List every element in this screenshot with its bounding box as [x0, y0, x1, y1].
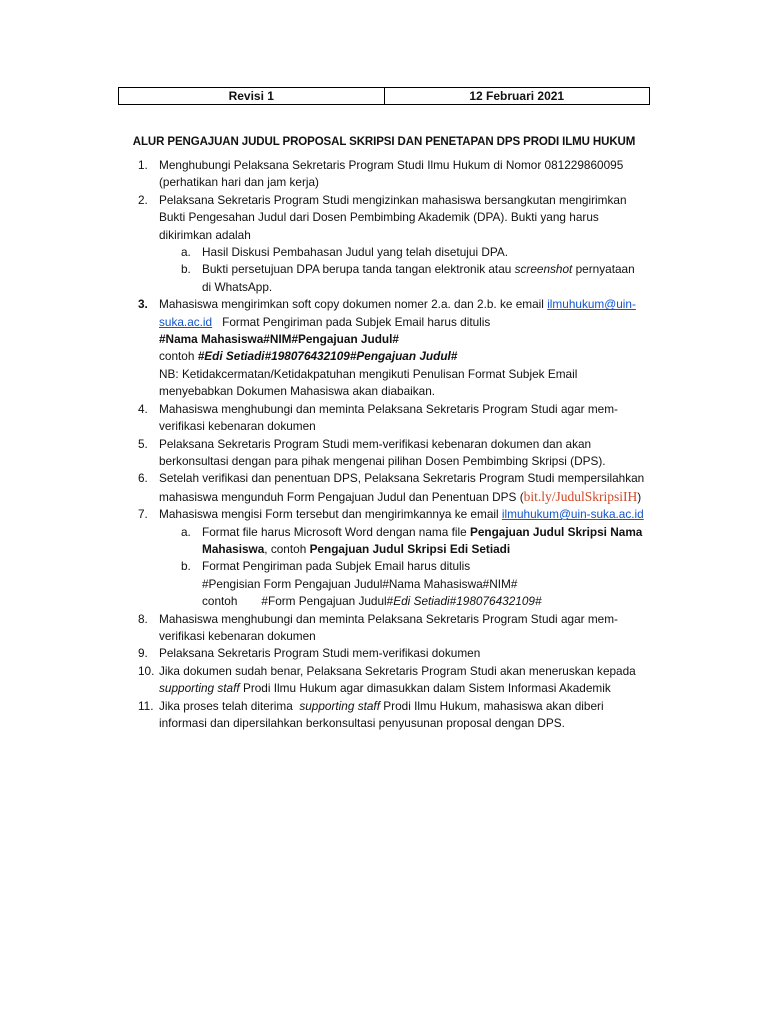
contoh-label: contoh [202, 594, 238, 609]
sub-text-bold: Mahasiswa [202, 541, 265, 556]
step-number: 2. [138, 192, 148, 207]
email-subject-format: #Nama Mahasiswa#NIM#Pengajuan Judul# [159, 332, 399, 347]
step-text-line [159, 680, 658, 697]
step-text: Format Pengiriman pada Subjek Email harus ditulis [222, 314, 491, 329]
step-text: Jika proses telah diterima [159, 698, 300, 713]
step-number: 10. [138, 663, 155, 678]
step-text: ) [637, 489, 642, 504]
step-text-line [159, 348, 658, 365]
step-text-line: Pelaksana Sekretaris Program Studi mengizinkan mahasiswa bersangkutan mengirimkan [159, 192, 627, 207]
step-text-line: Bukti Pengesahan Judul dari Dosen Pembimbing Akademik (DPA). Bukti yang harus [159, 210, 599, 225]
step-2 [138, 192, 658, 244]
step-8 [138, 611, 658, 646]
step-text: mahasiswa mengunduh Form Pengajuan Judul dan Penentuan DPS ( [159, 489, 524, 504]
step-number: 8. [138, 611, 148, 626]
step-11 [138, 698, 658, 733]
step-1 [138, 157, 658, 192]
sub-text: Bukti persetujuan DPA berupa tanda tangan elektronik atau [202, 262, 515, 277]
step-text-line: Setelah verifikasi dan penentuan DPS, Pelaksana Sekretaris Program Studi mempersilahkan [159, 471, 645, 486]
step-number: 5. [138, 436, 148, 451]
step-7-sub-a [138, 524, 658, 559]
step-number: 1. [138, 158, 148, 172]
step-9 [138, 645, 658, 662]
step-text-line: informasi dan dipersilahkan berkonsultasi penyusunan proposal dengan DPS. [159, 716, 565, 730]
step-text-italic: supporting staff [299, 698, 380, 713]
sub-text-line [202, 261, 658, 278]
step-text: Prodi Ilmu Hukum agar dimasukkan dalam Sistem Informasi Akademik [239, 681, 611, 696]
step-text-line: Mahasiswa menghubungi dan meminta Pelaksana Sekretaris Program Studi agar mem- [159, 611, 618, 626]
sub-letter: b. [181, 262, 191, 277]
contoh-label: contoh [159, 349, 198, 364]
sub-text: pernyataan [572, 262, 635, 277]
steps-list [138, 157, 658, 732]
sub-text-italic: screenshot [514, 262, 573, 277]
sub-text-line: Format Pengiriman pada Subjek Email harus ditulis [202, 559, 471, 574]
step-7-sub-b [138, 558, 658, 610]
contoh-value-italic: Edi Setiadi#198076432109# [393, 594, 542, 609]
document-title: ALUR PENGAJUAN JUDUL PROPOSAL SKRIPSI DAN PENETAPAN DPS PRODI ILMU HUKUM [132, 136, 636, 148]
sub-text-line: di WhatsApp. [202, 279, 273, 294]
sub-text-bold: Pengajuan Judul Skripsi Nama [469, 524, 643, 539]
step-number: 6. [138, 471, 148, 486]
step-text: Mahasiswa mengirimkan soft copy dokumen nomer 2.a. dan 2.b. ke email [159, 297, 548, 312]
step-number: 11. [138, 698, 154, 713]
sub-letter: a. [181, 245, 191, 260]
step-number: 9. [138, 646, 148, 661]
step-text-line: berkonsultasi dengan para pihak mengenai pilihan Dosen Pembimbing Skripsi (DPS). [159, 453, 606, 468]
note-line: menyebabkan Dokumen Mahasiswa akan diabaikan. [159, 384, 436, 399]
email-link[interactable]: ilmuhukum@uin- [547, 297, 636, 312]
sub-text: , contoh [264, 541, 310, 556]
sub-letter: a. [181, 524, 191, 539]
step-6 [138, 470, 658, 506]
step-text-line: Pelaksana Sekretaris Program Studi mem-verifikasi kebenaran dokumen dan akan [159, 436, 592, 451]
step-5 [138, 436, 658, 471]
step-text-line [159, 506, 658, 523]
step-number: 7. [138, 507, 148, 522]
step-number: 4. [138, 401, 148, 416]
step-text-line: Jika dokumen sudah benar, Pelaksana Sekretaris Program Studi akan meneruskan kepada [159, 663, 636, 678]
step-number: 3. [138, 297, 148, 312]
step-10 [138, 663, 658, 698]
step-text-line [159, 314, 658, 331]
step-text: Prodi Ilmu Hukum, mahasiswa akan diberi [380, 698, 604, 713]
revision-date: 12 Februari 2021 [384, 88, 650, 104]
sub-letter: b. [181, 559, 191, 574]
sub-text-line: #Pengisian Form Pengajuan Judul#Nama Mahasiswa#NIM# [202, 576, 518, 591]
email-link[interactable]: suka.ac.id [159, 314, 213, 329]
sub-text-line [202, 593, 658, 610]
step-text-line [159, 698, 658, 715]
sub-text: Format file harus Microsoft Word dengan nama file [202, 524, 470, 539]
revision-table [118, 87, 650, 105]
step-text-line: Pelaksana Sekretaris Program Studi mem-verifikasi dokumen [159, 646, 481, 661]
sub-text: Hasil Diskusi Pembahasan Judul yang telah disetujui DPA. [202, 245, 509, 260]
sub-text-bold: Pengajuan Judul Skripsi Edi Setiadi [309, 541, 511, 556]
step-text-line: verifikasi kebenaran dokumen [159, 628, 316, 643]
email-link[interactable]: ilmuhukum@uin-suka.ac.id [501, 507, 644, 522]
revision-label: Revisi 1 [228, 89, 274, 103]
step-text-line [159, 488, 658, 506]
contoh-value: #Edi Setiadi#198076432109#Pengajuan Judul# [197, 349, 458, 364]
step-4 [138, 401, 658, 436]
step-text-line [159, 296, 658, 313]
step-text-line: dikirimkan adalah [159, 227, 251, 242]
step-7 [138, 506, 658, 523]
step-text: Mahasiswa mengisi Form tersebut dan mengirimkannya ke email [159, 507, 502, 522]
download-link[interactable]: bit.ly/JudulSkripsiIH [523, 488, 638, 504]
step-2-sub-b [138, 261, 658, 296]
step-2-sub-a [138, 244, 658, 261]
step-text-line: verifikasi kebenaran dokumen [159, 419, 316, 434]
sub-text-line [202, 541, 658, 558]
sub-text-line [202, 524, 658, 541]
step-text-italic: supporting staff [159, 681, 240, 696]
step-text-line: Menghubungi Pelaksana Sekretaris Program Studi Ilmu Hukum di Nomor 081229860095 [159, 158, 624, 172]
step-text-line: (perhatikan hari dan jam kerja) [159, 175, 319, 190]
contoh-value: #Form Pengajuan Judul# [261, 594, 394, 609]
step-text-line: Mahasiswa menghubungi dan meminta Pelaksana Sekretaris Program Studi agar mem- [159, 401, 618, 416]
step-3 [138, 296, 658, 400]
note-line: NB: Ketidakcermatan/Ketidakpatuhan mengikuti Penulisan Format Subjek Email [159, 366, 578, 381]
